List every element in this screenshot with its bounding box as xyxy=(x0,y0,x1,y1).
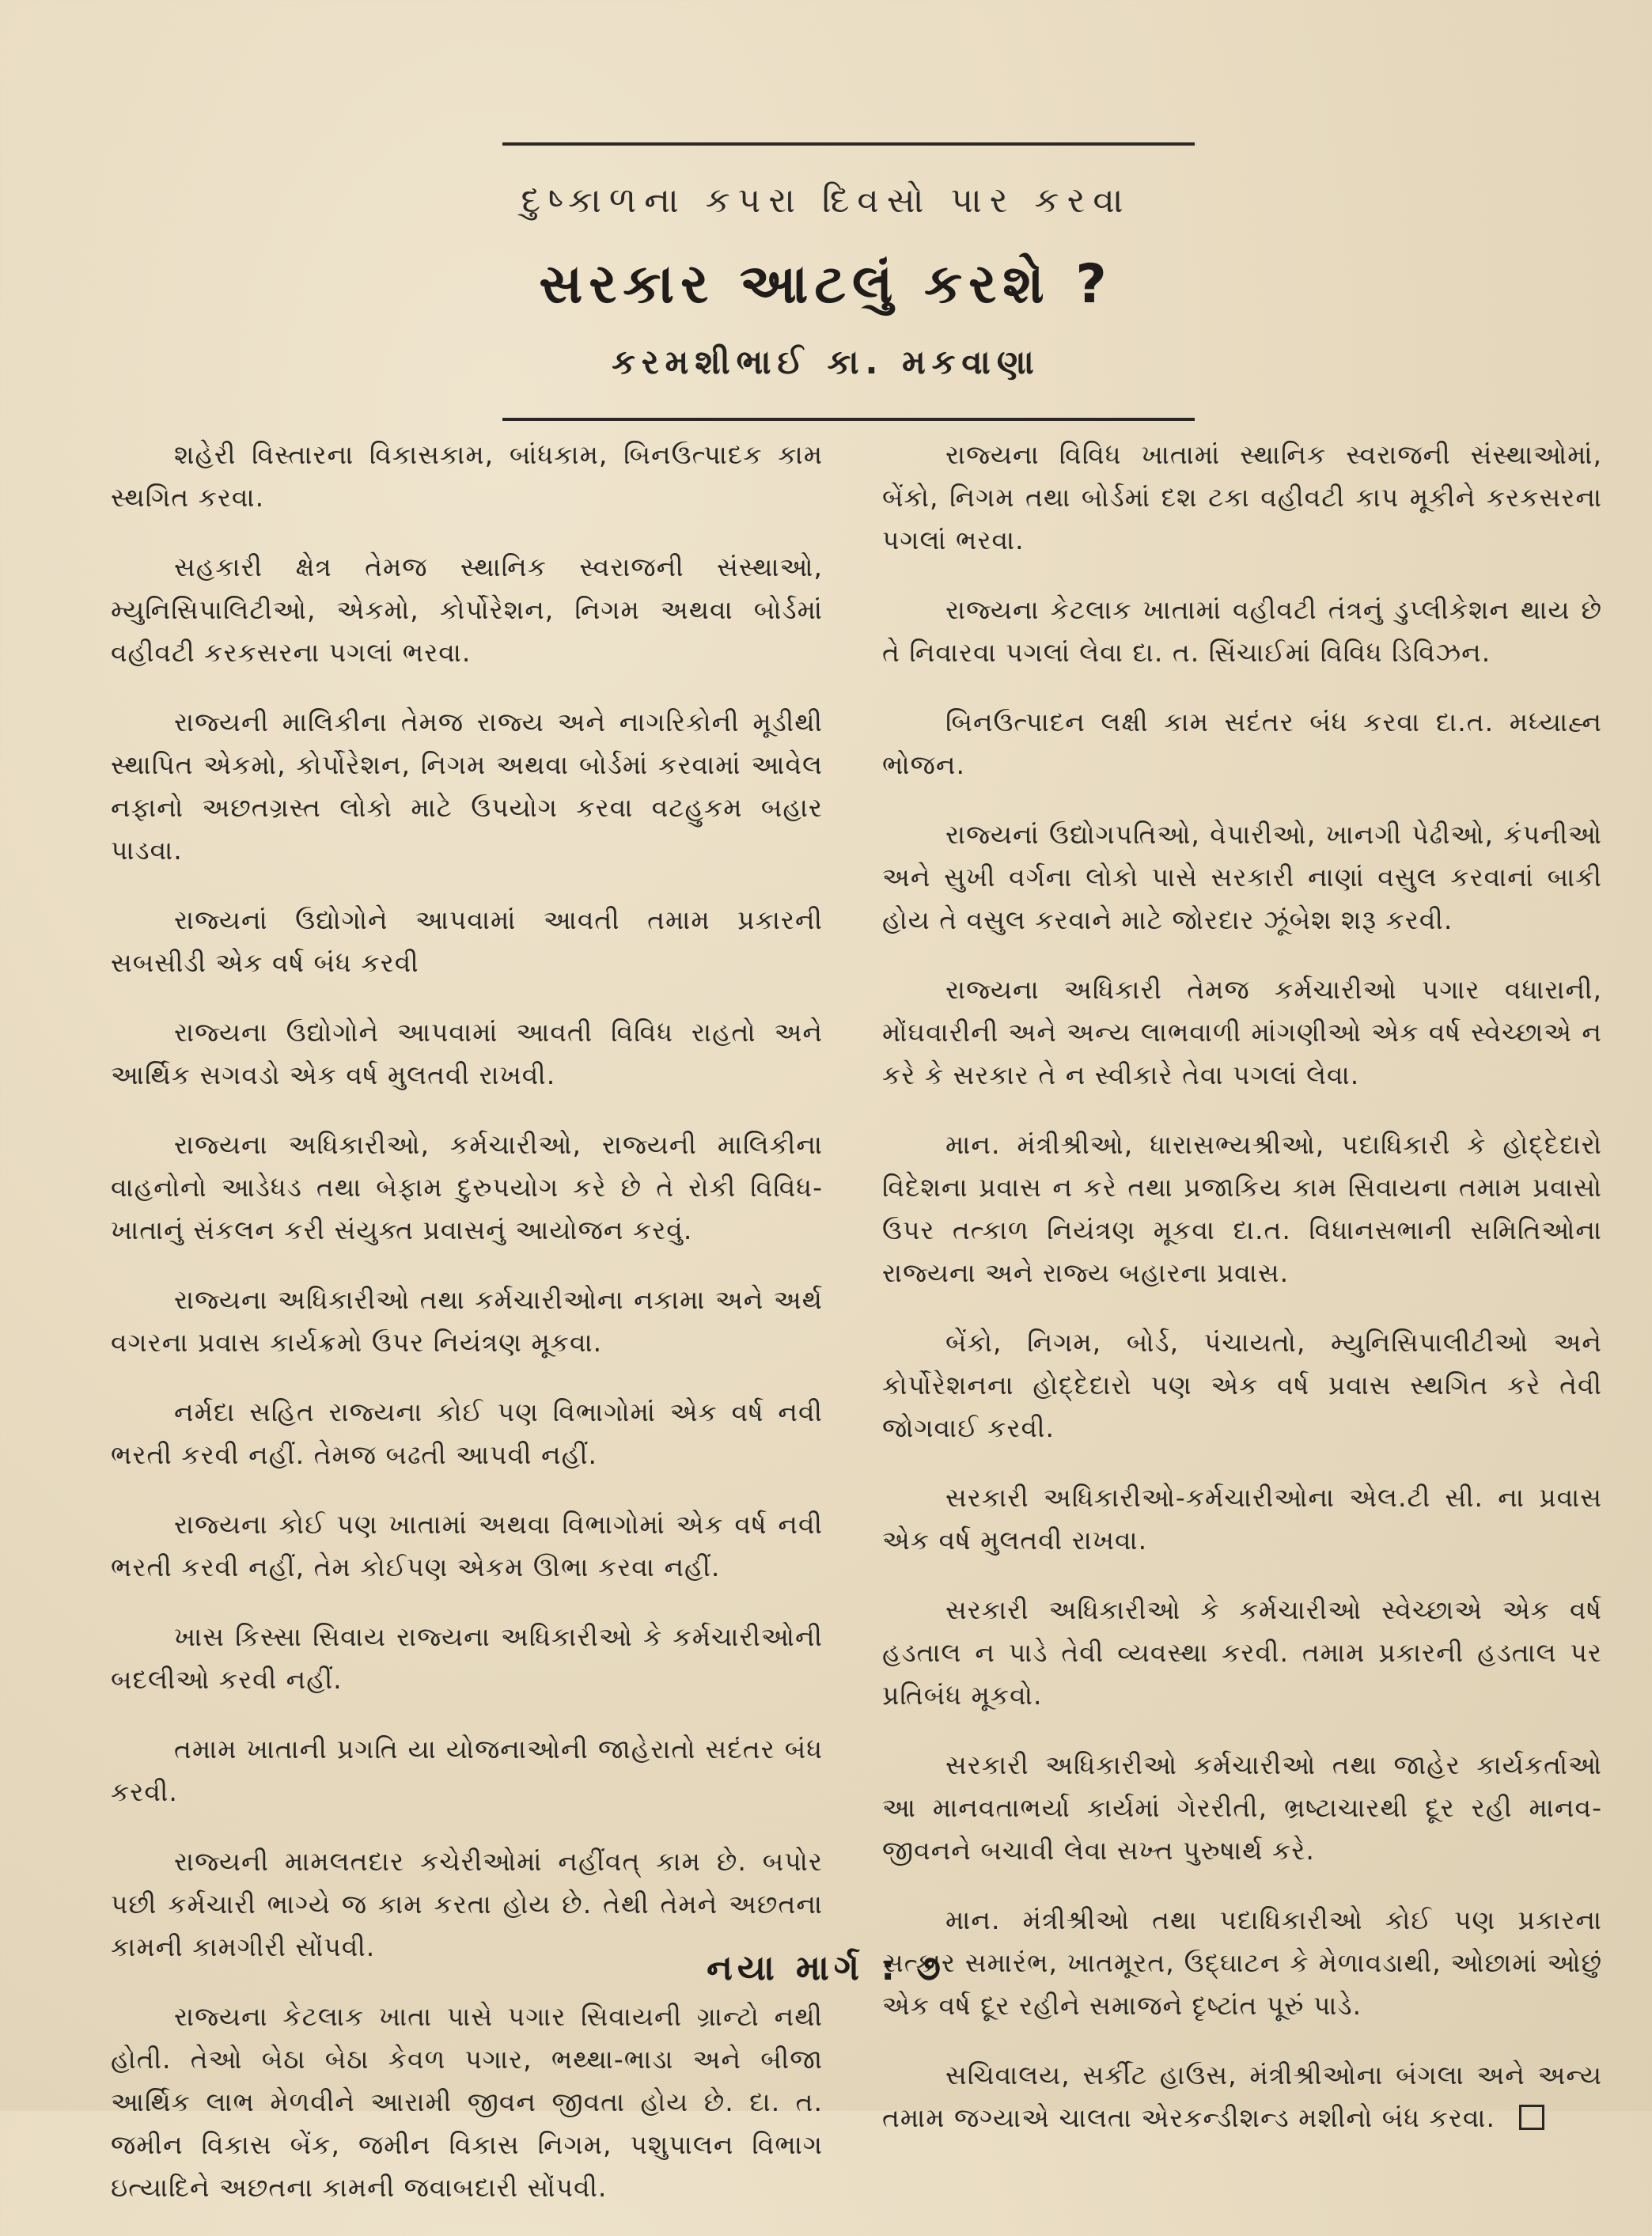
paragraph: રાજ્યના અધિકારીઓ તથા કર્મચારીઓના નકામા અને અર્થ વગરના પ્રવાસ કાર્યક્રમો ઉપર નિયંત્રણ મૂકવા. xyxy=(111,1284,823,1358)
article-headline: સરકાર આટલું કરશે ? xyxy=(539,253,1113,316)
paragraph: ખાસ કિસ્સા સિવાય રાજ્યના અધિકારીઓ કે કર્મચારીઓની બદલીઓ કરવી નહીં. xyxy=(111,1621,823,1695)
paragraph: રાજ્યનાં ઉદ્યોગપતિઓ, વેપારીઓ, ખાનગી પેઢીઓ, કંપનીઓ અને સુખી વર્ગના લોકો પાસે સરકારી નાણાં વસુલ કરવાનાં બાકી હોય તે વસુલ કરવાને માટે જોરદાર ઝૂંબેશ શરૂ કરવી. xyxy=(882,819,1602,935)
paragraph: રાજ્યના અધિકારી તેમજ કર્મચારીઓ પગાર વધારાની, મોંઘવારીની અને અન્ય લાભવાળી માંગણીઓ એક વર્ષ સ્વેચ્છાએ ન કરે કે સરકાર તે ન સ્વીકારે તેવા પગલાં લેવા. xyxy=(882,974,1602,1090)
paragraph-last-text: સચિવાલય, સર્કીટ હાઉસ, મંત્રીશ્રીઓના બંગલા અને અન્ય તમામ જગ્યાએ ચાલતા એરકન્ડીશન્ડ મશીનો બંધ કરવા. xyxy=(882,2060,1602,2133)
paragraph: રાજ્યનાં ઉદ્યોગોને આપવામાં આવતી તમામ પ્રકારની સબસીડી એક વર્ષ બંધ કરવી xyxy=(111,904,823,978)
page-folio: નયા માર્ગ : ૭ xyxy=(707,1948,945,1988)
paragraph: રાજ્યના અધિકારીઓ, કર્મચારીઓ, રાજ્યની માલિકીના વાહનોનો આડેધડ તથા બેફામ દુરુપયોગ કરે છે તે રોકી વિવિધ-ખાતાનું સંકલન કરી સંયુક્ત પ્રવાસનું આયોજન કરવું. xyxy=(111,1129,823,1245)
paragraph: સરકારી અધિકારીઓ કે કર્મચારીઓ સ્વેચ્છાએ એક વર્ષ હડતાલ ન પાડે તેવી વ્યવસ્થા કરવી. તમામ પ્રકારની હડતાલ પર પ્રતિબંધ મૂકવો. xyxy=(882,1594,1602,1711)
paragraph: સરકારી અધિકારીઓ કર્મચારીઓ તથા જાહેર કાર્યકર્તાઓ આ માનવતાભર્યા કાર્યમાં ગેરરીતી, ભ્રષ્ટાચારથી દૂર રહી માનવ-જીવનને બચાવી લેવા સખ્ત પુરુષાર્થ કરે. xyxy=(882,1749,1602,1866)
paragraph: રાજ્યના કોઈ પણ ખાતામાં અથવા વિભાગોમાં એક વર્ષ નવી ભરતી કરવી નહીં, તેમ કોઈપણ એકમ ઊભા કરવા નહીં. xyxy=(111,1509,823,1582)
article-kicker: દુષ્કાળના કપરા દિવસો પાર કરવા xyxy=(521,180,1131,221)
paragraph: માન. મંત્રીશ્રીઓ, ધારાસભ્યશ્રીઓ, પદાધિકારી કે હોદ્દેદારો વિદેશના પ્રવાસ ન કરે તથા પ્રજાકિય કામ સિવાયના તમામ પ્રવાસો ઉપર તત્કાળ નિયંત્રણ મૂકવા દા.ત. વિધાનસભાની સમિતિઓના રાજ્યના અને રાજ્ય બહારના પ્રવાસ. xyxy=(882,1129,1602,1288)
paragraph: નર્મદા સહિત રાજ્યના કોઈ પણ વિભાગોમાં એક વર્ષ નવી ભરતી કરવી નહીં. તેમજ બઢતી આપવી નહીં. xyxy=(111,1397,823,1470)
top-rule xyxy=(502,142,1195,146)
paragraph: રાજ્યની મામલતદાર કચેરીઓમાં નહીંવત્ કામ છે. બપોર પછી કર્મચારી ભાગ્યે જ કામ કરતા હોય છે. તેથી તેમને અછતના કામની કામગીરી સોંપવી. xyxy=(111,1846,823,1962)
paragraph: રાજ્યના કેટલાક ખાતામાં વહીવટી તંત્રનું ડુપ્લીકેશન થાય છે તે નિવારવા પગલાં લેવા દા. ત. સિંચાઈમાં વિવિધ ડિવિઝન. xyxy=(882,594,1602,668)
paragraph: તમામ ખાતાની પ્રગતિ યા યોજનાઓની જાહેરાતો સદંતર બંધ કરવી. xyxy=(111,1734,823,1807)
end-of-article-box-icon xyxy=(1519,2105,1544,2130)
paragraph: શહેરી વિસ્તારના વિકાસકામ, બાંધકામ, બિનઉત્પાદક કામ સ્થગિત કરવા. xyxy=(111,439,823,513)
paragraph: સહકારી ક્ષેત્ર તેમજ સ્થાનિક સ્વરાજની સંસ્થાઓ, મ્યુનિસિપાલિટીઓ, એકમો, કોર્પોરેશન, નિગમ અથવા બોર્ડમાં વહીવટી કરકસરના પગલાં ભરવા. xyxy=(111,551,823,668)
paragraph: બિનઉત્પાદન લક્ષી કામ સદંતર બંધ કરવા દા.ત. મધ્યાહ્ન ભોજન. xyxy=(882,707,1602,780)
paragraph: સરકારી અધિકારીઓ-કર્મચારીઓના એલ.ટી સી. ના પ્રવાસ એક વર્ષ મુલતવી રાખવા. xyxy=(882,1482,1602,1556)
right-column xyxy=(882,434,1602,2166)
bottom-rule xyxy=(502,418,1195,421)
paragraph-last xyxy=(882,2054,1602,2139)
paragraph: બેંકો, નિગમ, બોર્ડ, પંચાયતો, મ્યુનિસિપાલીટીઓ અને કોર્પોરેશનના હોદ્દેદારો પણ એક વર્ષ પ્રવાસ સ્થગિત કરે તેવી જોગવાઈ કરવી. xyxy=(882,1327,1602,1443)
paragraph: રાજ્યના ઉદ્યોગોને આપવામાં આવતી વિવિધ રાહતો અને આર્થિક સગવડો એક વર્ષ મુલતવી રાખવી. xyxy=(111,1017,823,1090)
paragraph: રાજ્યના વિવિધ ખાતામાં સ્થાનિક સ્વરાજની સંસ્થાઓમાં, બેંકો, નિગમ તથા બોર્ડમાં દશ ટકા વહીવટી કાપ મૂકીને કરકસરના પગલાં ભરવા. xyxy=(882,439,1602,555)
paragraph: રાજ્યની માલિકીના તેમજ રાજ્ય અને નાગરિકોની મૂડીથી સ્થાપિત એકમો, કોર્પોરેશન, નિગમ અથવા બોર્ડમાં કરવામાં આવેલ નફાનો અછતગ્રસ્ત લોકો માટે ઉપયોગ કરવા વટહુકમ બહાર પાડવા. xyxy=(111,707,823,866)
article-byline: કરમશીભાઈ કા. મકવાણા xyxy=(612,343,1040,381)
paragraph: રાજ્યના કેટલાક ખાતા પાસે પગાર સિવાયની ગ્રાન્ટો નથી હોતી. તેઓ બેઠા બેઠા કેવળ પગાર, ભથ્થા-ભાડા અને બીજા આર્થિક લાભ મેળવીને આરામી જીવન જીવતા હોય છે. દા. ત. જમીન વિકાસ બેંક, જમીન વિકાસ નિગમ, પશુપાલન વિભાગ ઇત્યાદિને અછતના કામની જવાબદારી સોંપવી. xyxy=(111,2001,823,2203)
paragraph: માન. મંત્રીશ્રીઓ તથા પદાધિકારીઓ કોઈ પણ પ્રકારના સત્કાર સમારંભ, ખાતમૂરત, ઉદ્ઘાટન કે મેળાવડાથી, ઓછામાં ઓછું એક વર્ષ દૂર રહીને સમાજને દૃષ્ટાંત પૂરું પાડે. xyxy=(882,1904,1602,2021)
